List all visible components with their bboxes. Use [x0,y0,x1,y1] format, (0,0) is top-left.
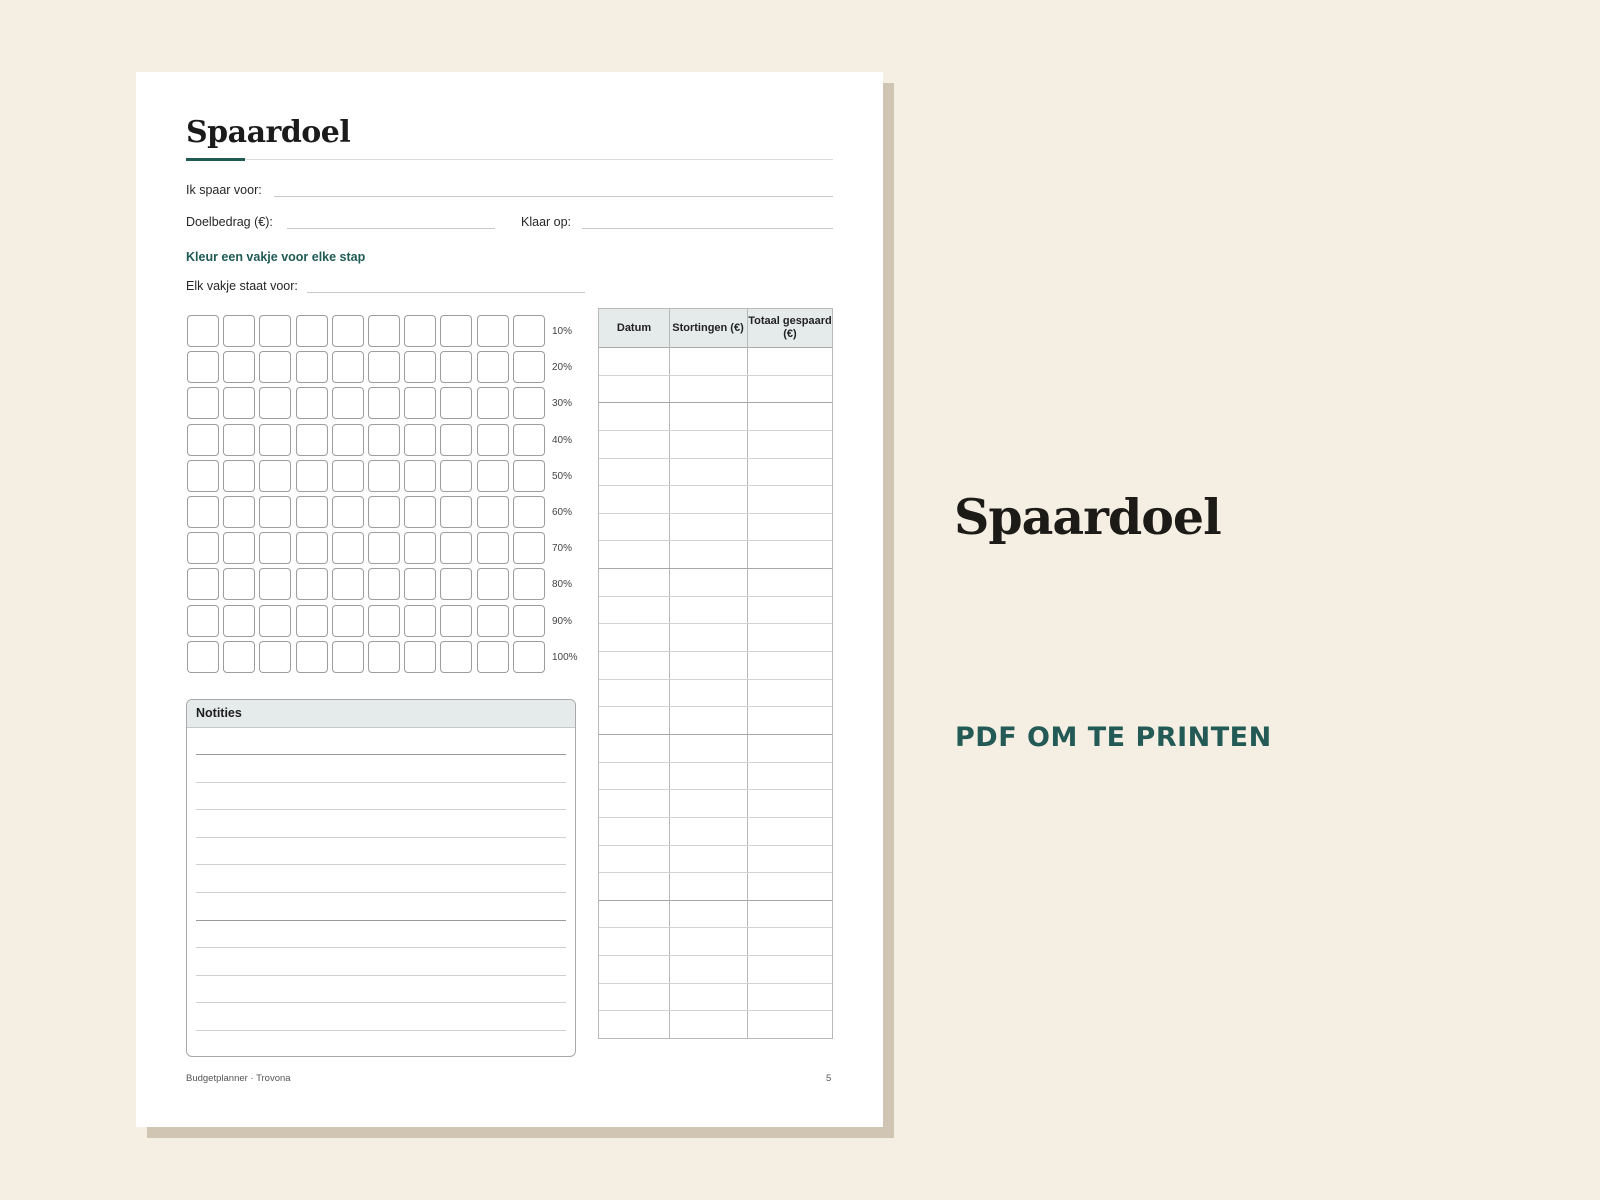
grid-box[interactable] [223,496,255,528]
grid-box[interactable] [259,496,291,528]
grid-box[interactable] [477,605,509,637]
grid-box[interactable] [404,641,436,673]
grid-box[interactable] [187,460,219,492]
grid-row [187,641,578,677]
grid-box[interactable] [513,351,545,383]
table-row[interactable] [599,734,832,735]
grid-box[interactable] [440,605,472,637]
grid-box[interactable] [296,424,328,456]
grid-row [187,568,573,604]
note-line[interactable] [196,837,566,838]
grid-box[interactable] [223,568,255,600]
deposit-table [598,308,833,1039]
grid-box[interactable] [332,351,364,383]
grid-box[interactable] [332,496,364,528]
saving-for-label: Ik spaar voor: [186,183,262,197]
grid-box[interactable] [513,641,545,673]
grid-percentage-label: 50% [552,470,573,482]
grid-box[interactable] [187,568,219,600]
grid-box[interactable] [440,532,472,564]
grid-box[interactable] [296,496,328,528]
goal-amount-line[interactable] [287,228,495,229]
grid-box[interactable] [404,460,436,492]
grid-percentage-label: 40% [552,434,573,446]
grid-box[interactable] [296,641,328,673]
grid-box[interactable] [368,351,400,383]
promo-title: Spaardoel [954,488,1221,546]
grid-box[interactable] [477,496,509,528]
grid-box[interactable] [513,424,545,456]
grid-box[interactable] [332,387,364,419]
grid-row [187,460,573,496]
table-header [599,309,832,348]
grid-row [187,496,573,532]
page-title: Spaardoel [186,115,351,150]
grid-box[interactable] [223,315,255,347]
grid-box[interactable] [259,387,291,419]
notes-title: Notities [187,700,575,728]
box-value-line[interactable] [307,292,585,293]
grid-box[interactable] [296,568,328,600]
grid-box[interactable] [404,315,436,347]
grid-percentage-label: 100% [552,651,578,663]
grid-row [187,315,573,351]
table-row[interactable] [599,845,832,846]
progress-grid [187,315,578,677]
grid-box[interactable] [223,641,255,673]
ready-by-label: Klaar op: [521,215,572,229]
grid-box[interactable] [187,315,219,347]
table-row[interactable] [599,1010,832,1011]
grid-box[interactable] [477,315,509,347]
table-row[interactable] [599,540,832,541]
grid-box[interactable] [440,387,472,419]
grid-box[interactable] [187,424,219,456]
grid-box[interactable] [440,315,472,347]
grid-box[interactable] [187,641,219,673]
grid-box[interactable] [368,496,400,528]
table-row[interactable] [599,679,832,680]
grid-box[interactable] [440,424,472,456]
grid-box[interactable] [223,351,255,383]
box-value-label: Elk vakje staat voor: [186,279,298,293]
note-line[interactable] [196,1002,566,1003]
grid-box[interactable] [223,424,255,456]
grid-box[interactable] [368,568,400,600]
header-total-saved: Totaal gespaard (€) [748,315,832,340]
grid-box[interactable] [187,605,219,637]
page-number: 5 [826,1073,832,1084]
grid-box[interactable] [223,460,255,492]
saving-for-line[interactable] [274,196,833,197]
note-line[interactable] [196,809,566,810]
grid-row [187,387,573,423]
grid-percentage-label: 20% [552,362,573,374]
grid-box[interactable] [368,460,400,492]
note-line[interactable] [196,864,566,865]
grid-box[interactable] [368,532,400,564]
ready-by-line[interactable] [582,228,833,229]
grid-box[interactable] [223,605,255,637]
grid-box[interactable] [259,605,291,637]
grid-box[interactable] [223,387,255,419]
grid-box[interactable] [513,532,545,564]
grid-box[interactable] [404,351,436,383]
header-deposits: Stortingen (€) [672,321,744,334]
grid-box[interactable] [513,387,545,419]
grid-box[interactable] [296,460,328,492]
note-line[interactable] [196,920,566,921]
note-line[interactable] [196,1030,566,1031]
grid-box[interactable] [404,424,436,456]
grid-box[interactable] [513,568,545,600]
grid-box[interactable] [513,315,545,347]
grid-box[interactable] [440,641,472,673]
grid-box[interactable] [296,605,328,637]
grid-box[interactable] [187,387,219,419]
grid-box[interactable] [187,496,219,528]
grid-box[interactable] [259,460,291,492]
column-divider [747,309,748,1038]
promo-subtitle: PDF OM TE PRINTEN [955,722,1272,753]
notes-box [186,699,576,1057]
grid-box[interactable] [296,387,328,419]
grid-box[interactable] [259,532,291,564]
note-line[interactable] [196,782,566,783]
grid-box[interactable] [368,641,400,673]
grid-row [187,351,573,387]
header-date: Datum [616,321,652,334]
note-line[interactable] [196,947,566,948]
table-row[interactable] [599,817,832,818]
grid-box[interactable] [404,568,436,600]
grid-box[interactable] [440,460,472,492]
grid-box[interactable] [187,532,219,564]
grid-box[interactable] [477,641,509,673]
grid-box[interactable] [477,532,509,564]
grid-box[interactable] [368,424,400,456]
title-rule [186,159,833,160]
grid-box[interactable] [259,351,291,383]
grid-percentage-label: 70% [552,543,573,555]
grid-row [187,532,573,568]
footer-brand: Budgetplanner · Trovona [186,1073,291,1084]
grid-box[interactable] [477,351,509,383]
grid-box[interactable] [332,605,364,637]
grid-box[interactable] [477,460,509,492]
grid-percentage-label: 60% [552,506,573,518]
color-instruction: Kleur een vakje voor elke stap [186,250,366,264]
grid-box[interactable] [440,351,472,383]
table-row[interactable] [599,485,832,486]
note-line[interactable] [196,754,566,755]
grid-percentage-label: 10% [552,326,573,337]
table-row[interactable] [599,513,832,514]
grid-box[interactable] [477,424,509,456]
title-accent-bar [186,158,245,161]
grid-box[interactable] [259,315,291,347]
table-row[interactable] [599,568,832,569]
column-divider [669,309,670,1038]
grid-box[interactable] [440,568,472,600]
grid-box[interactable] [332,460,364,492]
grid-box[interactable] [404,387,436,419]
table-row[interactable] [599,375,832,376]
table-row[interactable] [599,623,832,624]
table-row[interactable] [599,458,832,459]
grid-box[interactable] [368,605,400,637]
grid-percentage-label: 30% [552,398,573,410]
grid-box[interactable] [440,496,472,528]
grid-box[interactable] [368,387,400,419]
table-row[interactable] [599,402,832,403]
grid-percentage-label: 80% [552,579,573,591]
grid-row [187,424,573,460]
grid-box[interactable] [477,387,509,419]
grid-box[interactable] [296,532,328,564]
grid-box[interactable] [368,315,400,347]
grid-box[interactable] [513,460,545,492]
grid-percentage-label: 90% [552,615,573,627]
grid-box[interactable] [404,496,436,528]
table-row[interactable] [599,900,832,901]
goal-amount-label: Doelbedrag (€): [186,215,273,229]
table-row[interactable] [599,789,832,790]
grid-box[interactable] [332,641,364,673]
table-row[interactable] [599,762,832,763]
grid-box[interactable] [187,351,219,383]
grid-box[interactable] [259,641,291,673]
table-row[interactable] [599,430,832,431]
grid-box[interactable] [332,532,364,564]
grid-row [187,605,573,641]
planner-sheet [136,72,883,1127]
grid-box[interactable] [404,605,436,637]
grid-box[interactable] [223,532,255,564]
table-row[interactable] [599,706,832,707]
grid-box[interactable] [513,605,545,637]
grid-box[interactable] [477,568,509,600]
grid-box[interactable] [259,568,291,600]
table-row[interactable] [599,927,832,928]
grid-box[interactable] [259,424,291,456]
table-row[interactable] [599,872,832,873]
grid-box[interactable] [332,424,364,456]
table-row[interactable] [599,955,832,956]
grid-box[interactable] [296,351,328,383]
grid-box[interactable] [513,496,545,528]
note-line[interactable] [196,892,566,893]
grid-box[interactable] [404,532,436,564]
table-row[interactable] [599,651,832,652]
grid-box[interactable] [332,568,364,600]
grid-box[interactable] [296,315,328,347]
table-row[interactable] [599,983,832,984]
table-row[interactable] [599,596,832,597]
note-line[interactable] [196,975,566,976]
grid-box[interactable] [332,315,364,347]
